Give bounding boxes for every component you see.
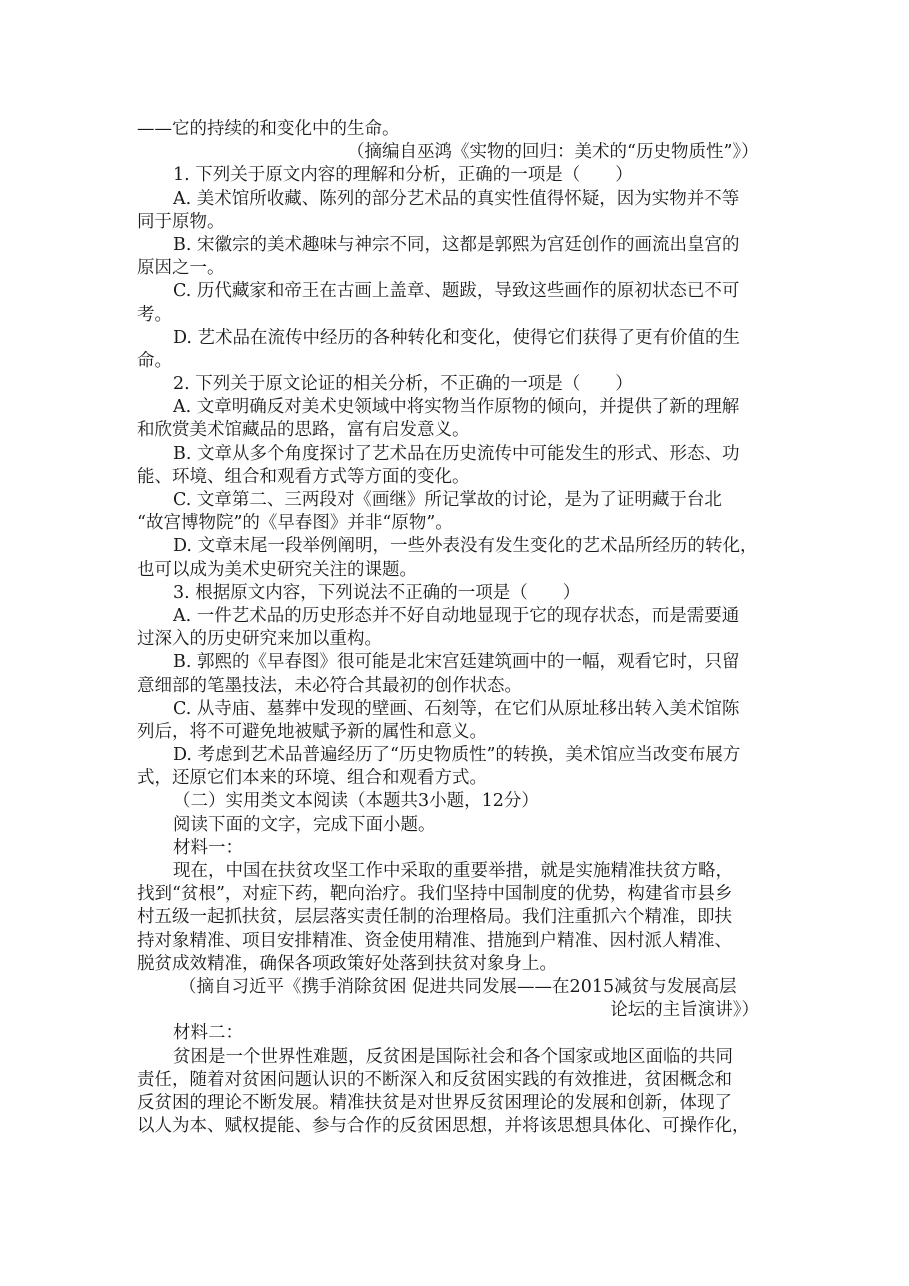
text-line: 能、环境、组合和观看方式等方面的变化。 — [137, 466, 470, 487]
text-line: 反贫困的理论不断发展。精准扶贫是对世界反贫困理论的发展和创新，体现了 — [137, 1092, 732, 1113]
text-line: 过深入的历史研究来加以重构。 — [137, 629, 382, 650]
option-2d: D. 文章末尾一段举例阐明，一些外表没有发生变化的艺术品所经历的转化， — [173, 536, 758, 557]
option-1b: B. 宋徽宗的美术趣味与神宗不同，这都是郭熙为宫廷创作的画流出皇宫的 — [173, 234, 740, 255]
text-line: 命。 — [137, 350, 172, 371]
text-line: 也可以成为美术史研究关注的课题。 — [137, 559, 417, 580]
material-1-text: 现在，中国在扶贫攻坚工作中采取的重要举措，就是实施精准扶贫方略， — [173, 861, 733, 881]
text-line: ——它的持续的和变化中的生命。 — [137, 119, 400, 139]
text-line: 同于原物。 — [137, 211, 225, 232]
section-heading: （二）实用类文本阅读（本题共3小题，12分） — [173, 791, 539, 812]
option-2b: B. 文章从多个角度探讨了艺术品在历史流传中可能发生的形式、形态、功 — [173, 443, 740, 464]
text-line: “故宫博物院”的《早春图》并非“原物”。 — [137, 513, 453, 534]
text-line: 意细部的笔墨技法，未必符合其最初的创作状态。 — [137, 675, 522, 696]
text-line: 考。 — [137, 304, 172, 325]
text-line: 脱贫成效精准，确保各项政策好处落到扶贫对象身上。 — [137, 953, 557, 974]
material-2-text: 贫困是一个世界性难题，反贫困是国际社会和各个国家或地区面临的共同 — [173, 1046, 733, 1067]
text-line: 村五级一起抓扶贫，层层落实责任制的治理格局。我们注重抓六个精准，即扶 — [137, 907, 732, 928]
material-1-source-cont: 论坛的主旨演讲》） — [610, 1000, 759, 1021]
question-1: 1. 下列关于原文内容的理解和分析，正确的一项是（ ） — [173, 165, 633, 186]
option-2a: A. 文章明确反对美术史领域中将实物当作原物的倾向，并提供了新的理解 — [173, 397, 740, 418]
option-3c: C. 从寺庙、墓葬中发现的壁画、石刻等，在它们从原址移出转入美术馆陈 — [173, 698, 740, 719]
option-3b: B. 郭熙的《早春图》很可能是北宋宫廷建筑画中的一幅，观看它时，只留 — [173, 652, 740, 673]
document-body — [137, 118, 777, 1138]
material-1-label: 材料一： — [173, 837, 243, 858]
question-2: 2. 下列关于原文论证的相关分析，不正确的一项是（ ） — [173, 374, 633, 395]
option-1a: A. 美术馆所收藏、陈列的部分艺术品的真实性值得怀疑，因为实物并不等 — [173, 188, 740, 209]
text-line: 式，还原它们本来的环境、组合和观看方式。 — [137, 768, 487, 789]
instruction: 阅读下面的文字，完成下面小题。 — [173, 814, 436, 835]
question-3: 3. 根据原文内容，下列说法不正确的一项是（ ） — [173, 582, 581, 603]
text-line: 责任，随着对贫困问题认识的不断深入和反贫困实践的有效推进，贫困概念和 — [137, 1069, 732, 1090]
text-line: 列后，将不可避免地被赋予新的属性和意义。 — [137, 721, 487, 742]
option-1d: D. 艺术品在流传中经历的各种转化和变化，使得它们获得了更有价值的生 — [173, 327, 741, 348]
text-line: 以人为本、赋权提能、参与合作的反贫困思想，并将该思想具体化、可操作化， — [137, 1116, 750, 1137]
text-line: 找到“贫根”，对症下药，靶向治疗。我们坚持中国制度的优势，构建省市县乡 — [137, 884, 733, 905]
option-2c: C. 文章第二、三两段对《画继》所记掌故的讨论，是为了证明藏于台北 — [173, 490, 722, 510]
material-1-source: （摘自习近平《携手消除贫困 促进共同发展——在2015减贫与发展高层 — [179, 976, 737, 997]
option-3d: D. 考虑到艺术品普遍经历了“历史物质性”的转换，美术馆应当改变布展方 — [173, 745, 741, 766]
option-1c: C. 历代藏家和帝王在古画上盖章、题跋，导致这些画作的原初状态已不可 — [173, 281, 740, 302]
option-3a: A. 一件艺术品的历史形态并不好自动地显现于它的现存状态，而是需要通 — [173, 605, 740, 626]
source-citation: （摘编自巫鸿《实物的回归：美术的“历史物质性”》） — [347, 142, 759, 163]
text-line: 原因之一。 — [137, 258, 225, 279]
text-line: 和欣赏美术馆藏品的思路，富有启发意义。 — [137, 420, 470, 441]
text-line: 持对象精准、项目安排精准、资金使用精准、措施到户精准、因村派人精准、 — [137, 930, 732, 951]
material-2-label: 材料二： — [173, 1023, 243, 1044]
